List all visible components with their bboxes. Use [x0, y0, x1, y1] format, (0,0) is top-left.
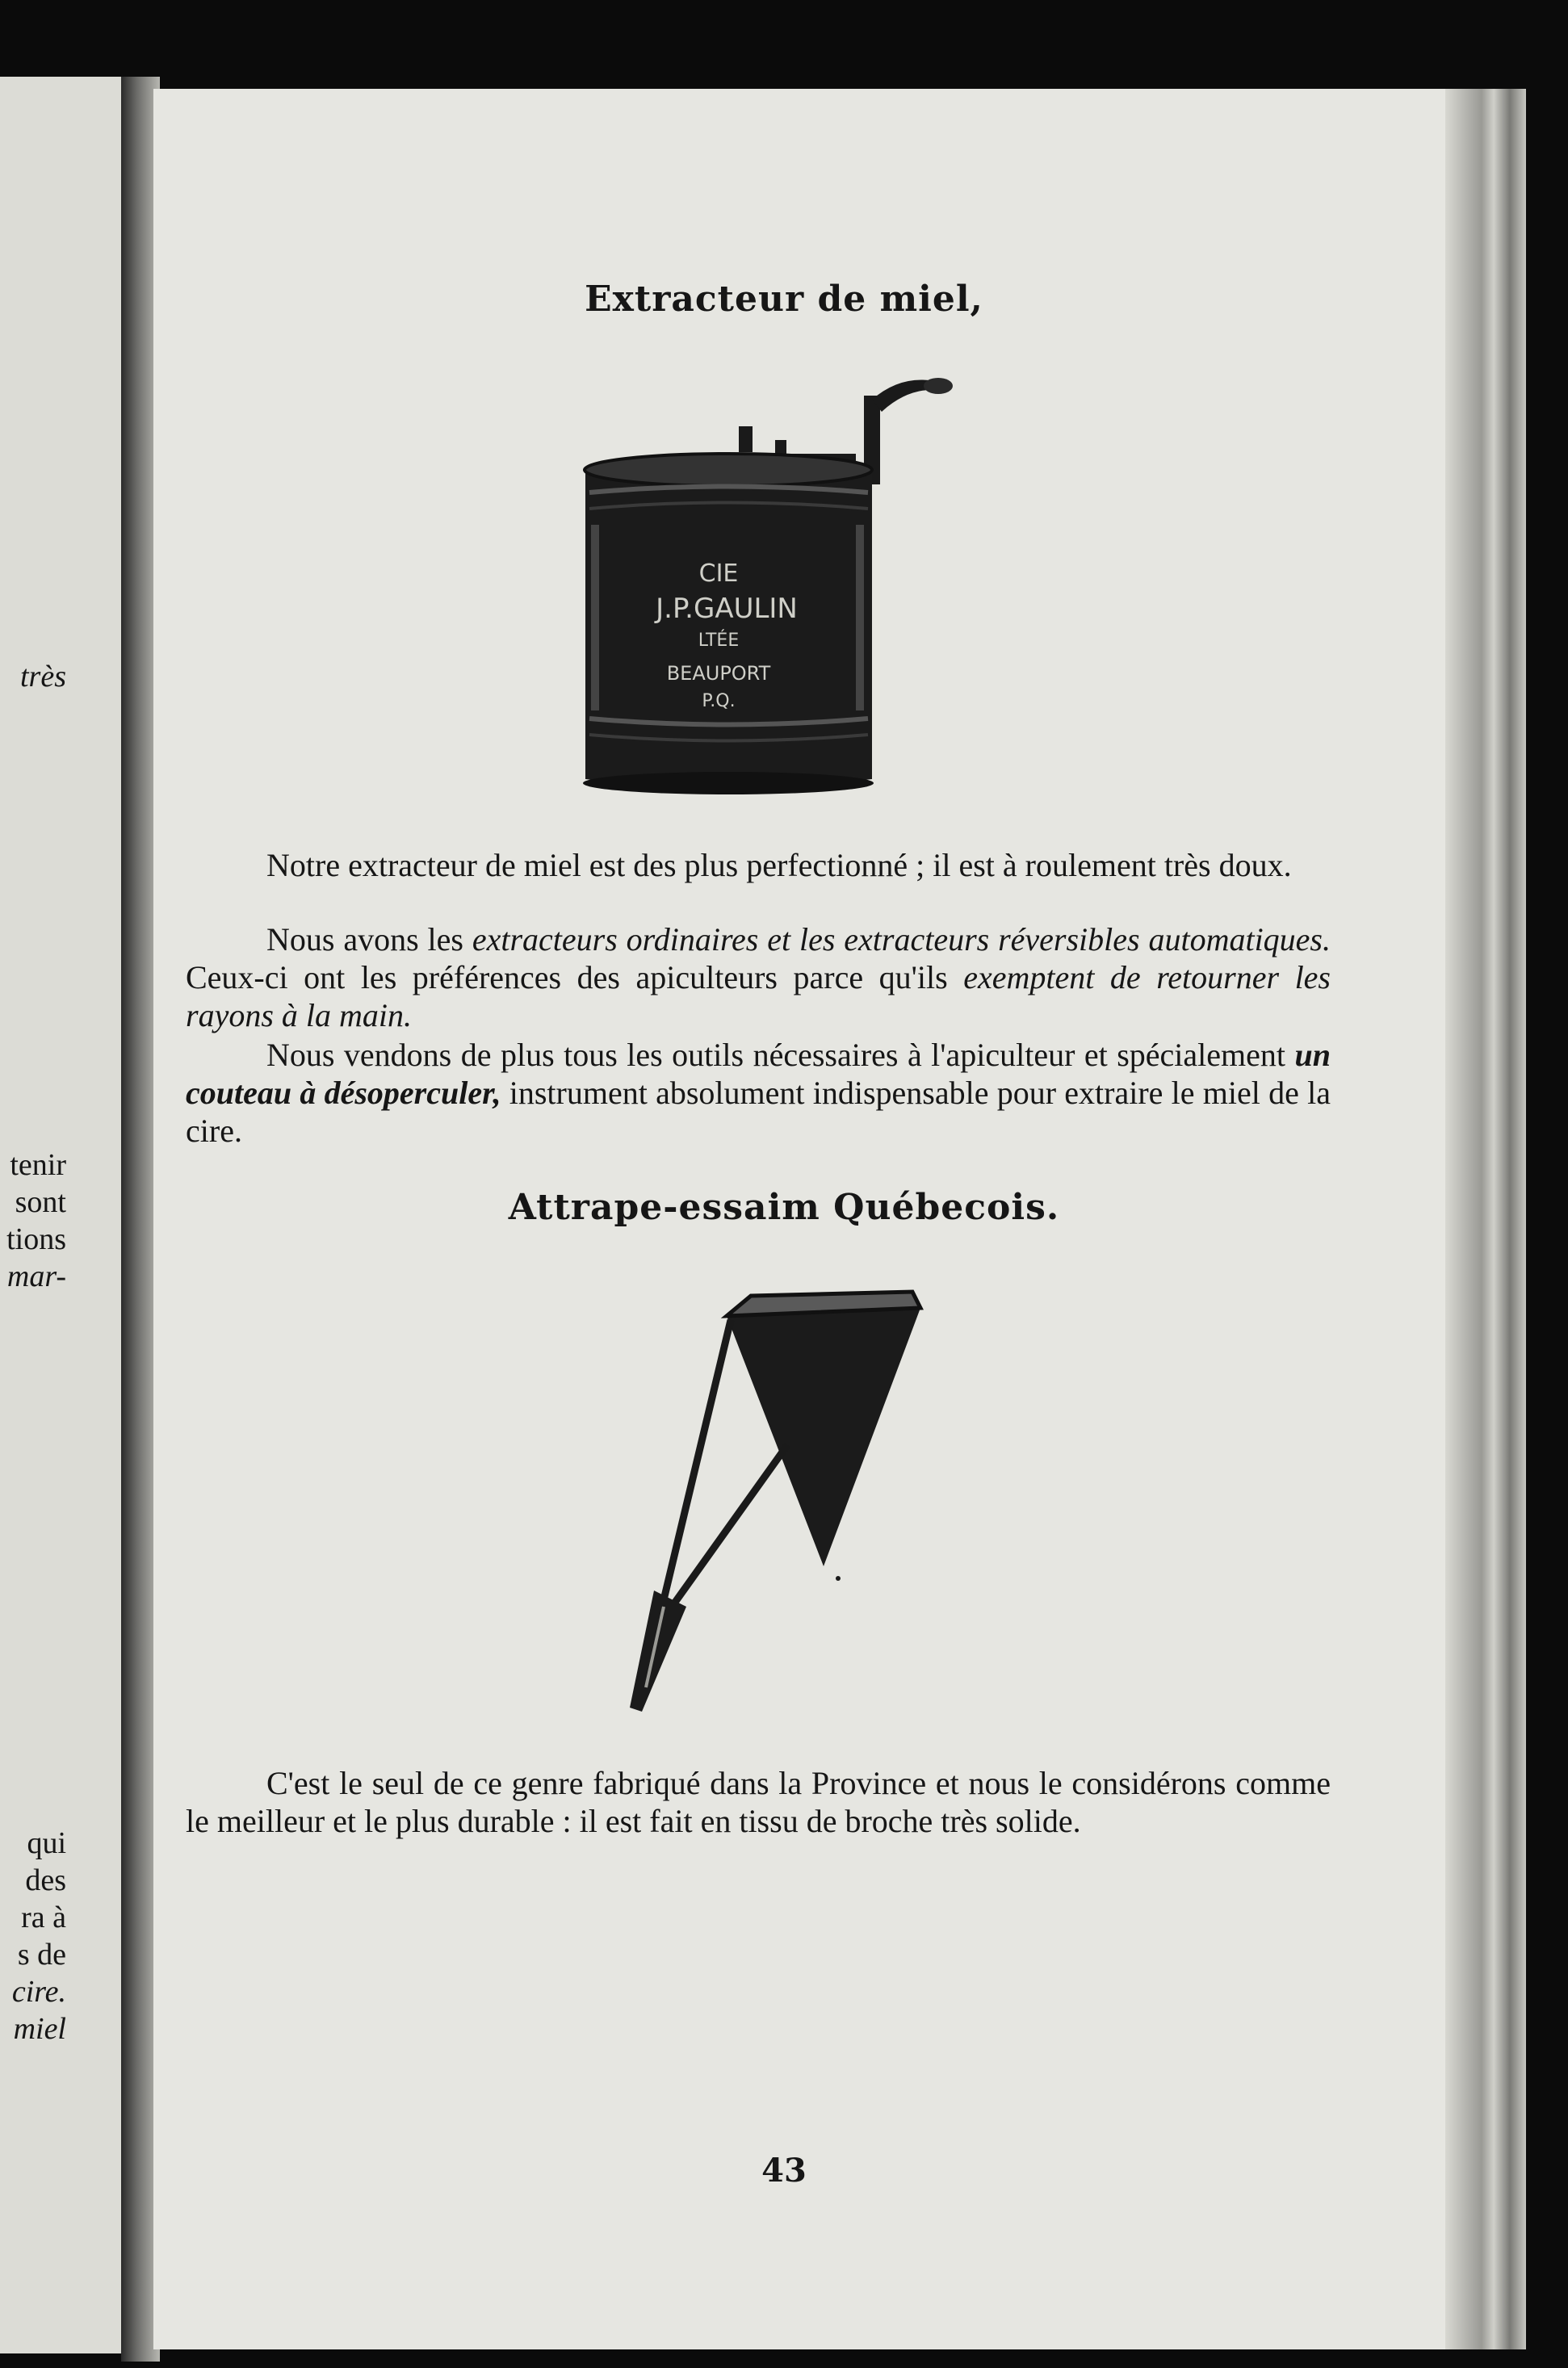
- paragraph-italic-text: extracteurs ordinaires et les extracteurs réversibles automatiques.: [472, 921, 1331, 958]
- honey-extractor-illustration: [565, 363, 969, 799]
- paragraph-text: Nous vendons de plus tous les outils nécessaires à l'apiculteur et spécialement: [266, 1037, 1295, 1073]
- page-number: 43: [761, 2152, 807, 2190]
- extractor-label-line: J.P.GAULIN: [656, 593, 798, 625]
- prev-page-fragment: tenir: [10, 1148, 66, 1182]
- prev-page-fragment: des: [25, 1863, 66, 1897]
- paragraph-text: Nous avons les: [266, 921, 472, 958]
- extractor-paragraph-2: [186, 920, 1331, 1034]
- prev-page-fragment: qui: [27, 1826, 66, 1860]
- prev-page-fragment: très: [20, 660, 66, 694]
- section-heading-swarm-trap: Attrape-essaim Québecois.: [508, 1187, 1060, 1228]
- prev-page-fragment: ra à: [21, 1901, 66, 1934]
- extractor-paragraph-3: [186, 1036, 1331, 1150]
- paragraph-text: Ceux-ci ont les préférences des apiculteurs parce qu'ils: [186, 959, 964, 995]
- prev-page-fragment: s de: [17, 1938, 66, 1972]
- extractor-paragraph-1: Notre extracteur de miel est des plus perfectionné ; il est à roulement très doux.: [266, 847, 1292, 883]
- paragraph-text: instrument absolument indispensable pour extraire le miel de la cire.: [186, 1075, 1331, 1149]
- swarm-trap-paragraph: C'est le seul de ce genre fabriqué dans la Province et nous le considérons comme le meilleur et le plus durable : il est fait en tissu de broche très solide.: [186, 1765, 1331, 1839]
- prev-page-fragment: cire.: [11, 1975, 66, 2009]
- section-heading-extractor: Extracteur de miel,: [585, 279, 983, 320]
- extractor-label-line: P.Q.: [702, 691, 736, 711]
- extractor-label-line: BEAUPORT: [666, 662, 771, 685]
- prev-page-fragment: tions: [6, 1222, 66, 1256]
- swarm-trap-illustration: [589, 1284, 953, 1744]
- paragraph-italic-text: exemptent de retourner les rayons à la main.: [186, 959, 1331, 1033]
- prev-page-fragment: mar-: [6, 1259, 66, 1293]
- extractor-label-line: CIE: [698, 560, 739, 588]
- paragraph-italic-text: un couteau à désoperculer,: [186, 1037, 1331, 1111]
- prev-page-fragment: miel: [13, 2012, 66, 2046]
- extractor-label-line: LTÉE: [698, 631, 740, 651]
- prev-page-fragment: sont: [15, 1185, 66, 1219]
